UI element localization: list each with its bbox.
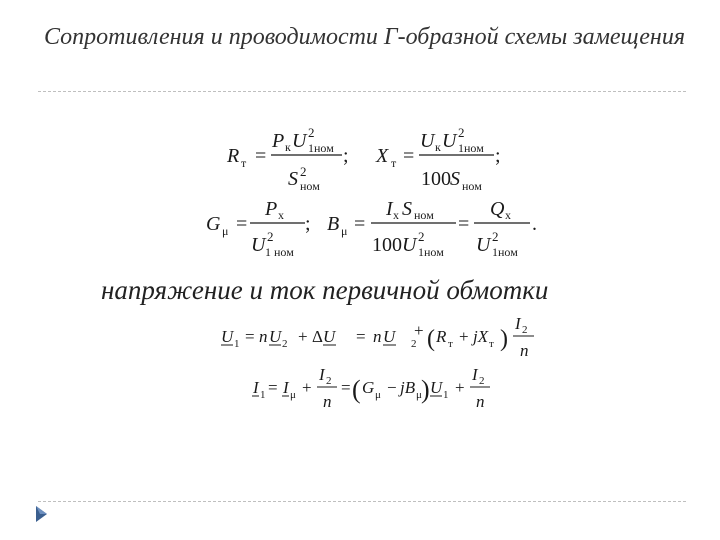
svg-text:2: 2 — [458, 125, 465, 140]
svg-text:2: 2 — [418, 229, 425, 244]
svg-text:1ном: 1ном — [308, 141, 334, 155]
svg-text:+: + — [414, 321, 424, 340]
svg-text:U: U — [221, 327, 234, 346]
svg-text:т: т — [391, 156, 397, 170]
svg-text:U: U — [383, 327, 396, 346]
svg-text:+: + — [302, 378, 312, 397]
svg-text:n: n — [476, 392, 485, 411]
svg-text:к: к — [435, 140, 441, 154]
svg-text:): ) — [421, 375, 430, 404]
svg-text:(: ( — [427, 326, 435, 352]
slide-title: Сопротивления и проводимости Г-образной схемы замещения — [44, 24, 685, 50]
svg-text:100: 100 — [421, 168, 451, 190]
svg-text:=: = — [245, 327, 255, 346]
svg-text:U: U — [402, 234, 417, 256]
svg-text:U: U — [442, 130, 457, 152]
svg-text:2: 2 — [326, 375, 332, 387]
svg-text:x: x — [393, 208, 399, 222]
svg-text:x: x — [505, 208, 511, 222]
svg-text:2: 2 — [479, 375, 485, 387]
svg-text:R: R — [227, 145, 240, 167]
svg-text:U: U — [269, 327, 282, 346]
svg-text:μ: μ — [290, 389, 296, 401]
svg-text:Δ: Δ — [312, 327, 323, 346]
svg-text:;: ; — [343, 145, 349, 167]
svg-text:1ном: 1ном — [418, 245, 444, 259]
svg-text:100: 100 — [372, 234, 402, 256]
svg-text:;: ; — [305, 213, 311, 235]
formula-resistance-reactance — [226, 125, 501, 193]
svg-text:2: 2 — [522, 324, 528, 336]
svg-text:I: I — [515, 314, 521, 333]
svg-text:n: n — [373, 327, 382, 346]
svg-text:1: 1 — [234, 338, 240, 350]
svg-text:jB: jB — [400, 378, 416, 397]
svg-text:2: 2 — [308, 125, 315, 140]
svg-text:Q: Q — [490, 198, 505, 220]
svg-text:1: 1 — [260, 389, 266, 401]
svg-text:=: = — [458, 213, 470, 235]
svg-text:B: B — [327, 213, 340, 235]
svg-text:S: S — [450, 168, 460, 190]
svg-text:+: + — [455, 378, 465, 397]
svg-text:U: U — [292, 130, 307, 152]
svg-text:P: P — [272, 130, 285, 152]
triangle-bullet-icon — [34, 505, 48, 523]
svg-text:−: − — [387, 378, 397, 397]
svg-text:n: n — [323, 392, 332, 411]
svg-text:ном: ном — [300, 179, 320, 193]
svg-text:μ: μ — [375, 389, 381, 401]
svg-text:U: U — [430, 378, 443, 397]
svg-text:2: 2 — [300, 164, 307, 179]
svg-text:т: т — [489, 338, 494, 350]
svg-text:n: n — [259, 327, 268, 346]
svg-text:(: ( — [352, 375, 361, 404]
svg-text:P: P — [265, 198, 278, 220]
svg-text:2: 2 — [267, 229, 274, 244]
svg-text:R: R — [436, 327, 447, 346]
svg-text:): ) — [500, 326, 508, 352]
svg-text:μ: μ — [341, 224, 348, 238]
svg-text:X: X — [376, 145, 389, 167]
svg-text:ном: ном — [414, 208, 434, 222]
svg-text:+: + — [298, 327, 308, 346]
svg-text:n: n — [520, 341, 529, 360]
svg-text:I: I — [283, 378, 289, 397]
svg-text:=: = — [255, 145, 267, 167]
formula-primary-voltage — [221, 314, 534, 360]
svg-text:=: = — [236, 213, 248, 235]
svg-text:U: U — [476, 234, 491, 256]
svg-text:S: S — [288, 168, 298, 190]
svg-text:=: = — [268, 378, 278, 397]
svg-text:U: U — [420, 130, 435, 152]
svg-text:S: S — [402, 198, 412, 220]
svg-text:1ном: 1ном — [492, 245, 518, 259]
svg-text:1 ном: 1 ном — [265, 245, 294, 259]
section-subheading: напряжение и ток первичной обмотки — [101, 275, 549, 305]
svg-text:1: 1 — [443, 389, 449, 401]
svg-text:=: = — [356, 327, 366, 346]
svg-text:т: т — [241, 156, 247, 170]
formula-conductance-susceptance — [206, 198, 537, 259]
svg-text:т: т — [448, 338, 453, 350]
svg-text:1ном: 1ном — [458, 141, 484, 155]
svg-text:μ: μ — [222, 224, 229, 238]
svg-text:к: к — [285, 140, 291, 154]
svg-text:+: + — [459, 327, 469, 346]
svg-text:=: = — [403, 145, 415, 167]
svg-text:2: 2 — [411, 338, 417, 350]
svg-text:I: I — [253, 378, 259, 397]
svg-text:x: x — [278, 208, 284, 222]
svg-text:I: I — [472, 365, 478, 384]
svg-text:2: 2 — [492, 229, 499, 244]
svg-text:jX: jX — [473, 327, 489, 346]
svg-text:G: G — [206, 213, 221, 235]
svg-text:.: . — [532, 213, 537, 235]
svg-text:2: 2 — [282, 338, 288, 350]
svg-text:=: = — [341, 378, 351, 397]
svg-text:;: ; — [495, 145, 501, 167]
svg-text:G: G — [362, 378, 375, 397]
svg-text:=: = — [354, 213, 366, 235]
svg-text:I: I — [386, 198, 393, 220]
formula-primary-current — [252, 365, 490, 411]
svg-text:U: U — [323, 327, 336, 346]
divider-bottom — [38, 501, 686, 502]
svg-text:μ: μ — [416, 389, 422, 401]
svg-text:I: I — [319, 365, 325, 384]
svg-text:ном: ном — [462, 179, 482, 193]
svg-text:U: U — [251, 234, 266, 256]
